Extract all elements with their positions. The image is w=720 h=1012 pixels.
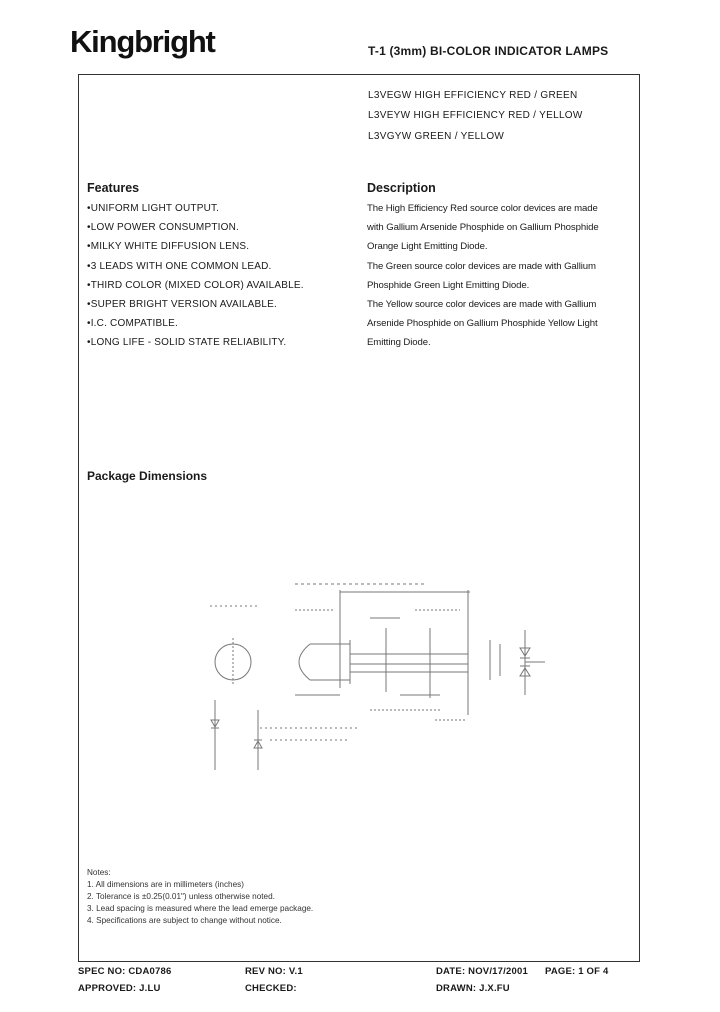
note-2: 2. Tolerance is ±0.25(0.01") unless otherwise noted. [87, 892, 275, 901]
description-heading: Description [367, 181, 436, 195]
page-number: PAGE: 1 OF 4 [545, 966, 609, 977]
part-number-2: L3VEYW HIGH EFFICIENCY RED / YELLOW [368, 110, 583, 121]
document-title: T-1 (3mm) BI-COLOR INDICATOR LAMPS [368, 44, 609, 58]
features-list [87, 203, 357, 357]
description-line: Phosphide Green Light Emitting Diode. [367, 279, 530, 291]
spec-number: SPEC NO: CDA0786 [78, 966, 172, 977]
package-dimensions-drawing [200, 570, 570, 785]
feature-item: •LONG LIFE - SOLID STATE RELIABILITY. [87, 337, 287, 349]
description-line: The Green source color devices are made with Gallium [367, 260, 596, 272]
features-heading: Features [87, 181, 140, 195]
drawn-by: DRAWN: J.X.FU [436, 983, 510, 994]
revision-number: REV NO: V.1 [245, 966, 303, 977]
feature-item: •I.C. COMPATIBLE. [87, 318, 178, 330]
approved-by: APPROVED: J.LU [78, 983, 161, 994]
note-3: 3. Lead spacing is measured where the lead emerge package. [87, 904, 314, 913]
part-number-1: L3VEGW HIGH EFFICIENCY RED / GREEN [368, 90, 578, 101]
notes-heading: Notes: [87, 868, 111, 877]
feature-item: •THIRD COLOR (MIXED COLOR) AVAILABLE. [87, 279, 304, 291]
feature-item: •MILKY WHITE DIFFUSION LENS. [87, 241, 250, 253]
description-line: with Gallium Arsenide Phosphide on Gallium Phosphide [367, 222, 599, 234]
note-4: 4. Specifications are subject to change without notice. [87, 916, 282, 925]
feature-item: •LOW POWER CONSUMPTION. [87, 222, 239, 234]
feature-item: •SUPER BRIGHT VERSION AVAILABLE. [87, 298, 277, 310]
document-date: DATE: NOV/17/2001 [436, 966, 528, 977]
description-line: Emitting Diode. [367, 337, 431, 349]
kingbright-logo: Kingbright [70, 24, 215, 59]
description-line: Arsenide Phosphide on Gallium Phosphide Yellow Light [367, 318, 598, 330]
feature-item: •3 LEADS WITH ONE COMMON LEAD. [87, 260, 272, 272]
package-dimensions-heading: Package Dimensions [87, 469, 208, 483]
feature-item: •UNIFORM LIGHT OUTPUT. [87, 203, 220, 214]
checked-by: CHECKED: [245, 983, 297, 994]
description-line: Orange Light Emitting Diode. [367, 241, 488, 253]
description-text [367, 203, 637, 357]
part-number-3: L3VGYW GREEN / YELLOW [368, 131, 505, 142]
description-line: The Yellow source color devices are made with Gallium [367, 298, 597, 310]
note-1: 1. All dimensions are in millimeters (inches) [87, 880, 244, 889]
description-line: The High Efficiency Red source color devices are made [367, 203, 598, 214]
lens-dome [299, 644, 310, 680]
